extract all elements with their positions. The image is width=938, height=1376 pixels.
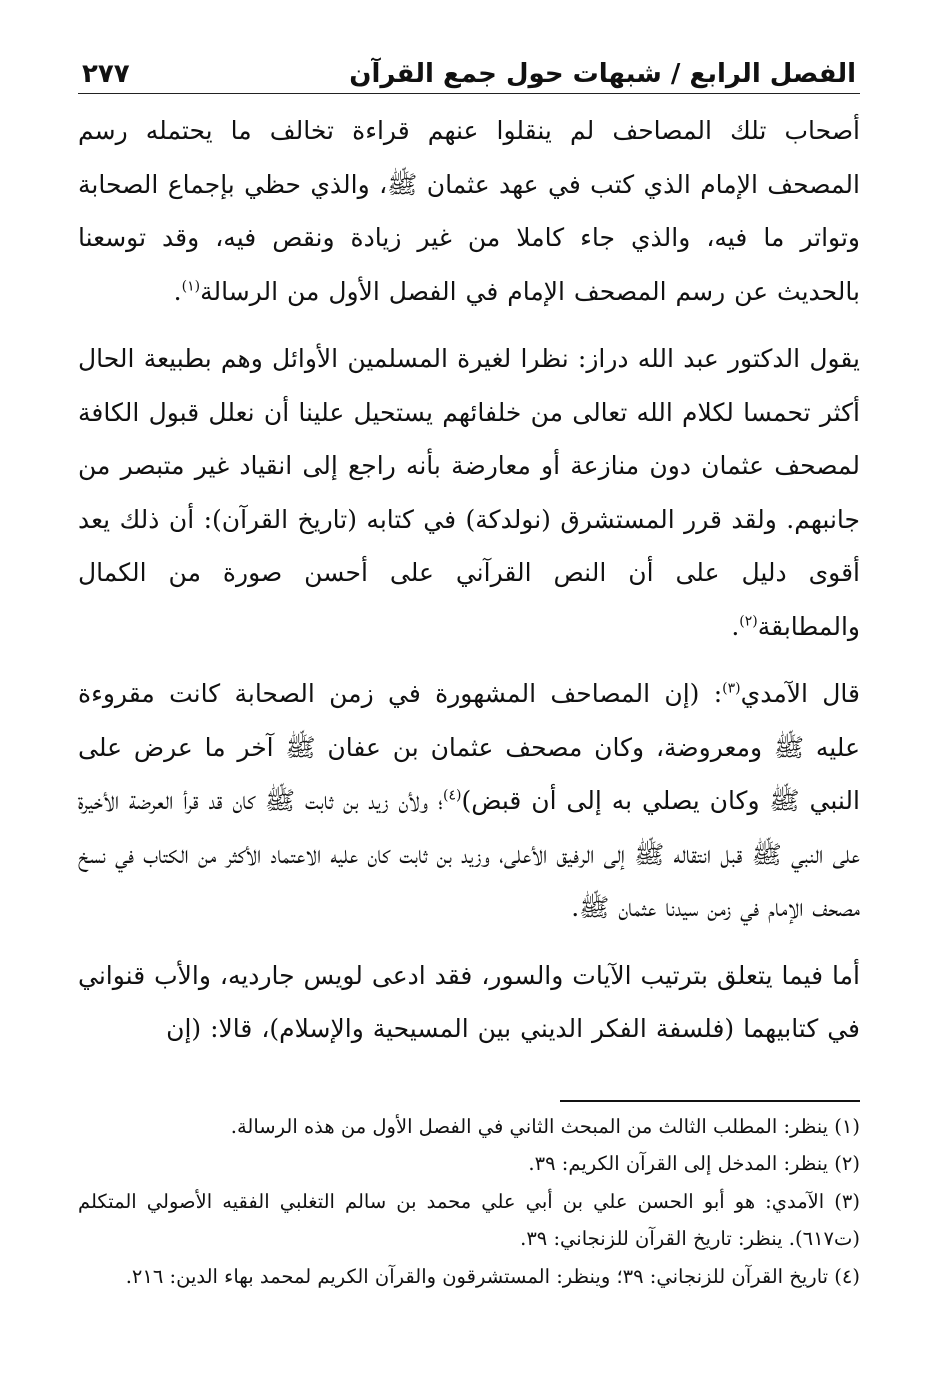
paragraph-tail: .: [731, 611, 740, 641]
footnote-2: (٢) ينظر: المدخل إلى القرآن الكريم: ٣٩.: [528, 1152, 860, 1175]
paragraph-3: [78, 667, 860, 935]
footnote-3: (٣) الآمدي: هو أبو الحسن علي بن أبي علي محمد بن سالم التغلبي الفقيه الأصولي المتكلم (ت٦١٧). ينظر: تاريخ القرآن للزنجاني: ٣٩.: [78, 1189, 860, 1250]
paragraph-tail: .: [173, 276, 182, 306]
paragraph-text: : (إن المصاحف المشهورة في زمن الصحابة كانت مقروءة عليه ﷺ ومعروضة، وكان مصحف عثمان بن عفان ﷺ آخر ما عرض على النبي ﷺ وكان يصلي به إلى أن قبض): [78, 679, 860, 815]
running-header: [78, 50, 860, 94]
footnote-ref: (٢): [739, 613, 758, 630]
page-number: ٢٧٧: [82, 59, 130, 89]
paragraph-text: أما فيما يتعلق بترتيب الآيات والسور، فقد ادعى لويس جارديه، والأب قنواني في كتابيهما (فلسفة الفكر الديني بين المسيحية والإسلام)، قالا: (إن: [78, 960, 860, 1043]
footnote-ref: (٣): [722, 680, 741, 697]
footnote-4: (٤) تاريخ القرآن للزنجاني: ٣٩؛ وينظر: المستشرقون والقرآن الكريم لمحمد بهاء الدين: ٢١٦.: [125, 1264, 860, 1288]
footnote-ref: (١): [181, 278, 201, 295]
footnote-ref: (٤): [443, 787, 462, 804]
paragraph-text: يقول الدكتور عبد الله دراز: نظرا لغيرة المسلمين الأوائل وهم بطبيعة الحال أكثر تحمسا لكلام الله تعالى من خلفائهم يستحيل علينا أن نعلل قبول الكافة لمصحف عثمان دون منازعة أو معارضة بأنه راجع إلى انقياد غير متبصر من جانبهم. ولقد قرر المستشرق (نولدكة) في كتابه (تاريخ القرآن): أن ذلك يعد أقوى دليل على أن النص القرآني على أحسن صورة من الكمال والمطابقة: [78, 344, 860, 641]
footnotes: [78, 1108, 860, 1296]
main-text: [78, 104, 860, 1056]
footnote-separator: [560, 1100, 860, 1102]
footnote-1: (١) ينظر: المطلب الثالث من المبحث الثاني في الفصل الأول من هذه الرسالة.: [230, 1114, 860, 1138]
paragraph-2: [78, 332, 860, 653]
paragraph-4: [78, 949, 860, 1056]
paragraph-lead: قال الآمدي: [740, 679, 860, 708]
paragraph-text: أصحاب تلك المصاحف لم ينقلوا عنهم قراءة تخالف ما يحتمله رسم المصحف الإمام الذي كتب في عهد عثمان ﷺ، والذي حظي بإجماع الصحابة وتواتر ما فيه، والذي جاء كاملا من غير زيادة ونقص فيه، وقد توسعنا بالحديث عن رسم المصحف الإمام في الفصل الأول من الرسالة: [78, 116, 860, 306]
chapter-title: الفصل الرابع / شبهات حول جمع القرآن: [349, 59, 856, 89]
paragraph-1: [78, 104, 860, 318]
paragraph-tail: ؛ ولأن زيد بن ثابت ﷺ كان قد قرأ العرضة الأخيرة على النبي ﷺ قبل انتقاله ﷺ إلى الرفيق الأعلى، وزيد بن ثابت كان عليه الاعتماد الأكثر من الكتاب في نسخ مصحف الإمام في زمن سيدنا عثمان ﷺ.: [78, 786, 860, 922]
